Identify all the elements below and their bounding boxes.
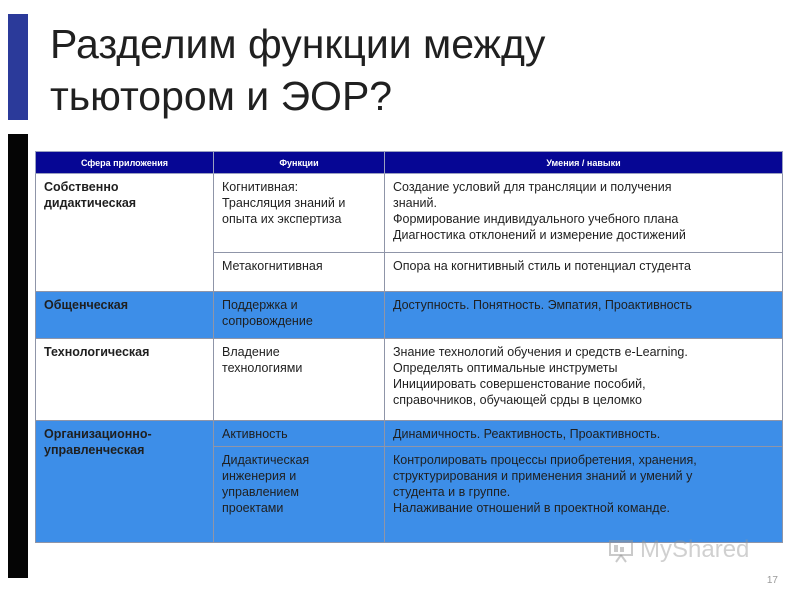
cell-line: Создание условий для трансляции и получения [393, 180, 672, 194]
sphere-cell [36, 174, 214, 292]
cell-line: Собственно [44, 180, 119, 194]
cell-line: Динамичность. Реактивность, Проактивность. [393, 427, 661, 441]
table-header-row [36, 152, 783, 174]
slide-title [50, 18, 750, 122]
function-cell [214, 421, 385, 447]
title-line-2: тьютором и ЭОР? [50, 73, 393, 119]
sphere-cell [36, 292, 214, 339]
cell-line: опыта их экспертиза [222, 212, 342, 226]
cell-line: Налаживание отношений в проектной команде. [393, 501, 671, 515]
side-accent-bar [8, 134, 28, 578]
cell-line: Инициировать совершенстование пособий, [393, 377, 646, 391]
table-row [36, 339, 783, 421]
cell-line: технологиями [222, 361, 303, 375]
watermark [608, 536, 749, 564]
function-cell [214, 292, 385, 339]
table-row [36, 421, 783, 447]
cell-line: Контролировать процессы приобретения, хранения, [393, 453, 697, 467]
cell-line: структурирования и применения знаний и умений у [393, 469, 693, 483]
cell-line: инженерия и [222, 469, 297, 483]
table-row [36, 292, 783, 339]
skills-cell [385, 421, 783, 447]
cell-line: сопровождение [222, 314, 313, 328]
function-cell [214, 339, 385, 421]
functions-table-wrapper [35, 151, 782, 543]
skills-cell [385, 174, 783, 253]
cell-line: Формирование индивидуального учебного плана [393, 212, 679, 226]
cell-line: Метакогнитивная [222, 259, 323, 273]
functions-table [35, 151, 783, 543]
cell-line: Общенческая [44, 298, 128, 312]
cell-line: Когнитивная: [222, 180, 299, 194]
cell-line: Дидактическая [222, 453, 310, 467]
skills-cell [385, 447, 783, 543]
cell-line: Диагностика отклонений и измерение достижений [393, 228, 686, 242]
header-sphere: Сфера приложения [36, 152, 214, 174]
header-skills: Умения / навыки [385, 152, 783, 174]
cell-line: Определять оптимальные инструметы [393, 361, 618, 375]
cell-line: Владение [222, 345, 280, 359]
cell-line: справочников, обучающей срды в целомко [393, 393, 642, 407]
title-line-1: Разделим функции между [50, 21, 546, 67]
skills-cell [385, 339, 783, 421]
skills-cell [385, 292, 783, 339]
sphere-cell [36, 339, 214, 421]
projector-icon [608, 537, 634, 563]
cell-line: Организационно- [44, 427, 152, 441]
skills-cell [385, 253, 783, 292]
cell-line: управлением [222, 485, 299, 499]
function-cell [214, 253, 385, 292]
cell-line: Знание технологий обучения и средств e-Learning. [393, 345, 688, 359]
table-row [36, 174, 783, 253]
cell-line: проектами [222, 501, 284, 515]
function-cell [214, 174, 385, 253]
cell-line: Трансляция знаний и [222, 196, 346, 210]
header-functions: Функции [214, 152, 385, 174]
function-cell [214, 447, 385, 543]
cell-line: Поддержка и [222, 298, 298, 312]
cell-line: Активность [222, 427, 288, 441]
sphere-cell [36, 421, 214, 543]
cell-line: управленческая [44, 443, 145, 457]
page-number: 17 [766, 575, 778, 586]
cell-line: Доступность. Понятность. Эмпатия, Проактивность [393, 298, 693, 312]
cell-line: студента и в группе. [393, 485, 511, 499]
cell-line: знаний. [393, 196, 437, 210]
title-accent-bar [8, 14, 28, 120]
watermark-text: MyShared [640, 536, 750, 563]
cell-line: Технологическая [44, 345, 150, 359]
cell-line: Опора на когнитивный стиль и потенциал студента [393, 259, 691, 273]
cell-line: дидактическая [44, 196, 137, 210]
